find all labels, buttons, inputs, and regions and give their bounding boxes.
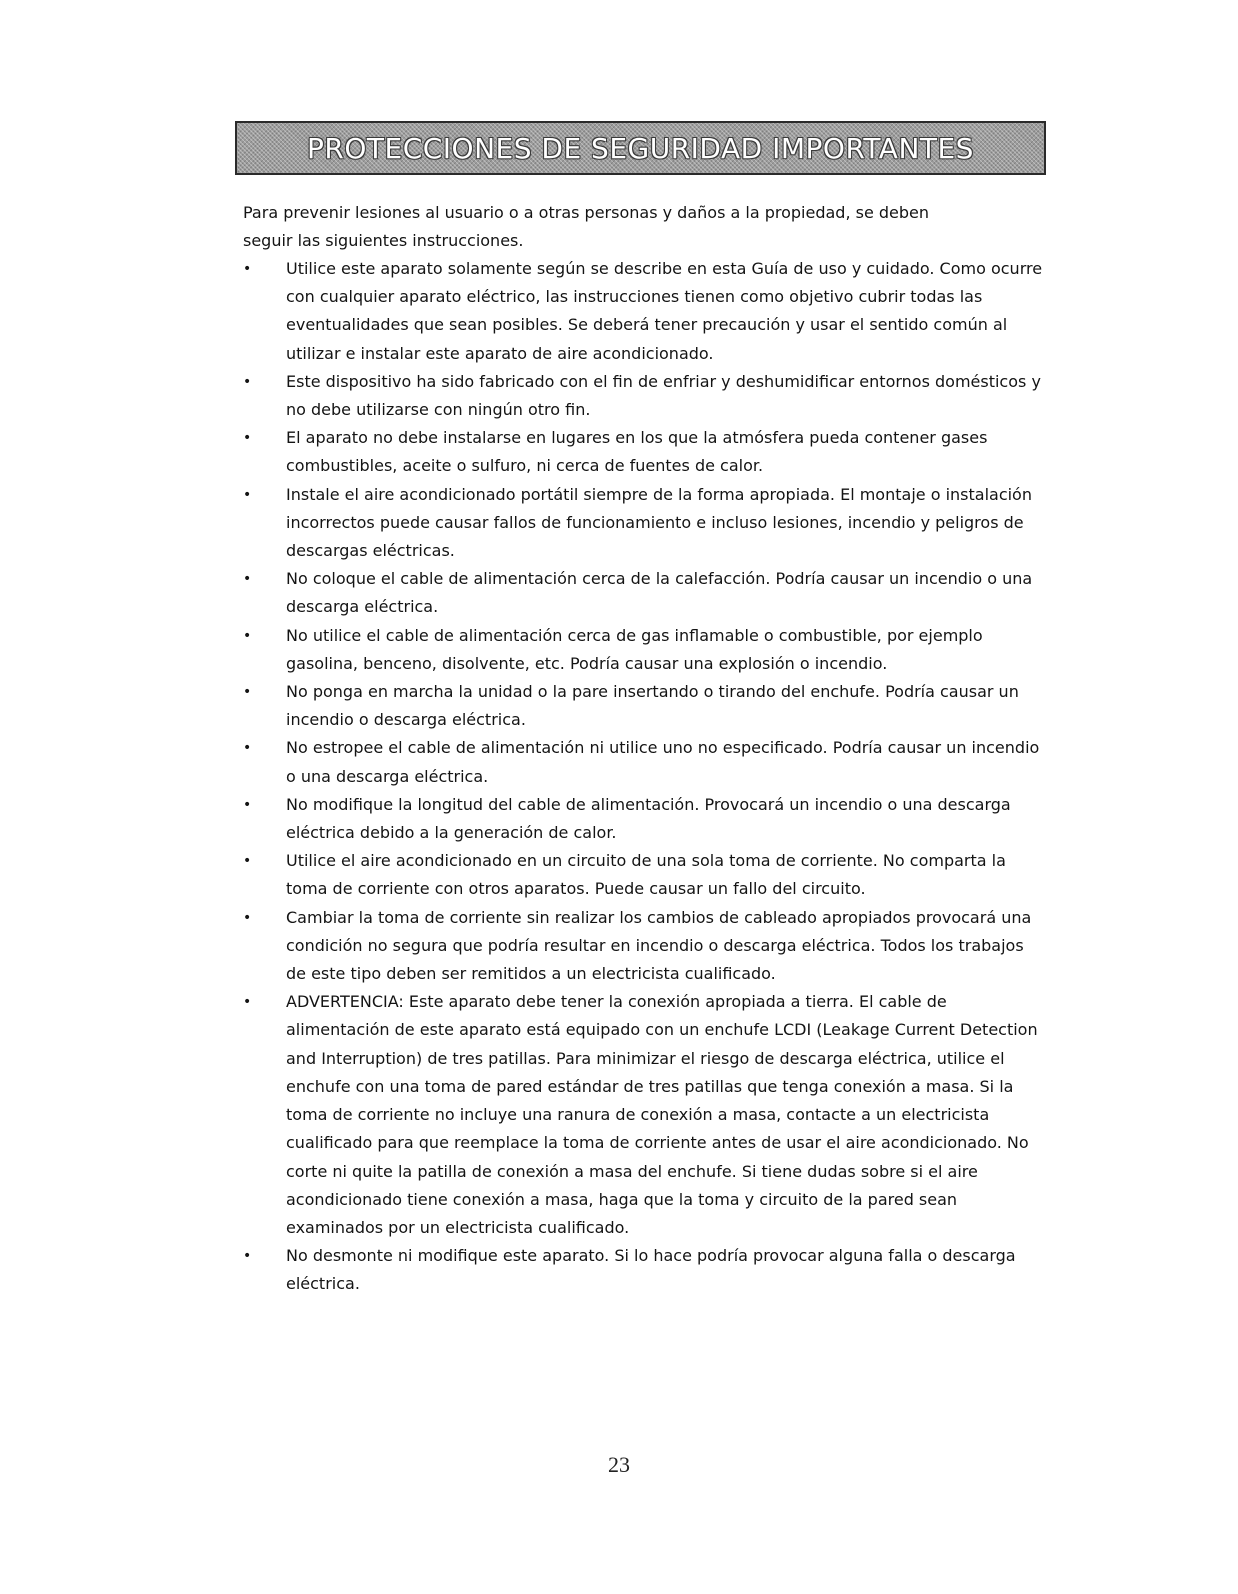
list-item-text: No desmonte ni modifique este aparato. Si lo hace podría provocar alguna falla o descarga eléctrica. xyxy=(286,1246,1016,1294)
list-item xyxy=(243,255,1043,368)
list-item-text: No ponga en marcha la unidad o la pare insertando o tirando del enchufe. Podría causar un incendio o descarga eléctrica. xyxy=(286,682,1019,730)
bullet-icon: • xyxy=(243,796,252,813)
list-item xyxy=(243,791,1043,847)
list-item-text: No estropee el cable de alimentación ni utilice uno no especificado. Podría causar un incendio o una descarga eléctrica. xyxy=(286,738,1040,786)
list-item xyxy=(243,368,1043,424)
list-item xyxy=(243,847,1043,903)
list-item-text: Utilice este aparato solamente según se describe en esta Guía de uso y cuidado. Como ocurre con cualquier aparato eléctrico, las instrucciones tienen como objetivo cubrir todas las eventualidades que sean posibles. Se deberá tener precaución y usar el sentido común al utilizar e instalar este aparato de aire acondicionado. xyxy=(286,259,1043,363)
bullet-icon: • xyxy=(243,740,252,757)
bullet-icon: • xyxy=(243,853,252,870)
bullet-icon: • xyxy=(243,373,252,390)
section-title-banner xyxy=(235,121,1046,175)
list-item xyxy=(243,988,1043,1242)
list-item xyxy=(243,424,1043,480)
bullet-icon: • xyxy=(243,430,252,447)
list-item xyxy=(243,565,1043,621)
bullet-icon: • xyxy=(243,486,252,503)
list-item-text: Utilice el aire acondicionado en un circuito de una sola toma de corriente. No comparta la toma de corriente con otros aparatos. Puede causar un fallo del circuito. xyxy=(286,851,1006,899)
list-item-text: No utilice el cable de alimentación cerca de gas inflamable o combustible, por ejemplo gasolina, benceno, disolvente, etc. Podría causar una explosión o incendio. xyxy=(286,625,983,673)
list-item xyxy=(243,678,1043,734)
list-item xyxy=(243,481,1043,566)
list-item-text: Instale el aire acondicionado portátil siempre de la forma apropiada. El montaje o instalación incorrectos puede causar fallos de funcionamiento e incluso lesiones, incendio y peligros de descargas eléctricas. xyxy=(286,484,1032,561)
safety-instructions-list xyxy=(243,255,1043,1299)
list-item xyxy=(243,734,1043,790)
list-item-text: Este dispositivo ha sido fabricado con el fin de enfriar y deshumidificar entornos domésticos y no debe utilizarse con ningún otro fin. xyxy=(286,371,1041,420)
list-item-text: No coloque el cable de alimentación cerca de la calefacción. Podría causar un incendio o una descarga eléctrica. xyxy=(286,569,1033,617)
list-item xyxy=(243,622,1043,678)
bullet-icon: • xyxy=(243,1248,252,1265)
list-item-text: ADVERTENCIA: Este aparato debe tener la conexión apropiada a tierra. El cable de alimentación de este aparato está equipado con un enchufe LCDI (Leakage Current Detection and Interruption) de tres patillas. Para minimizar el riesgo de descarga eléctrica, utilice el enchufe con una toma de pared estándar de tres patillas que tenga conexión a masa. Si la toma de corriente no incluye una ranura de conexión a masa, contacte a un electricista cualificado para que reemplace la toma de corriente antes de usar el aire acondicionado. No corte ni quite la patilla de conexión a masa del enchufe. Si tiene dudas sobre si el aire acondicionado tiene conexión a masa, haga que la toma y circuito de la pared sean examinados por un electricista cualificado. xyxy=(286,992,1038,1237)
list-item-text: No modifique la longitud del cable de alimentación. Provocará un incendio o una descarga eléctrica debido a la generación de calor. xyxy=(286,794,1011,843)
section-title: PROTECCIONES DE SEGURIDAD IMPORTANTES xyxy=(307,131,974,165)
intro-paragraph: Para prevenir lesiones al usuario o a otras personas y daños a la propiedad, se deben seguir las siguientes instrucciones. xyxy=(243,203,930,250)
bullet-icon: • xyxy=(243,261,252,277)
bullet-icon: • xyxy=(243,994,252,1011)
list-item-text: El aparato no debe instalarse en lugares en los que la atmósfera pueda contener gases combustibles, aceite o sulfuro, ni cerca de fuentes de calor. xyxy=(286,428,988,476)
page-number: 23 xyxy=(608,1452,630,1477)
bullet-icon: • xyxy=(243,684,252,701)
list-item xyxy=(243,904,1043,989)
list-item-text: Cambiar la toma de corriente sin realizar los cambios de cableado apropiados provocará una condición no segura que podría resultar en incendio o descarga eléctrica. Todos los trabajos de este tipo deben ser remitidos a un electricista cualificado. xyxy=(286,907,1032,984)
bullet-icon: • xyxy=(243,571,252,588)
bullet-icon: • xyxy=(243,627,252,644)
list-item xyxy=(243,1242,1043,1298)
bullet-icon: • xyxy=(243,909,252,926)
